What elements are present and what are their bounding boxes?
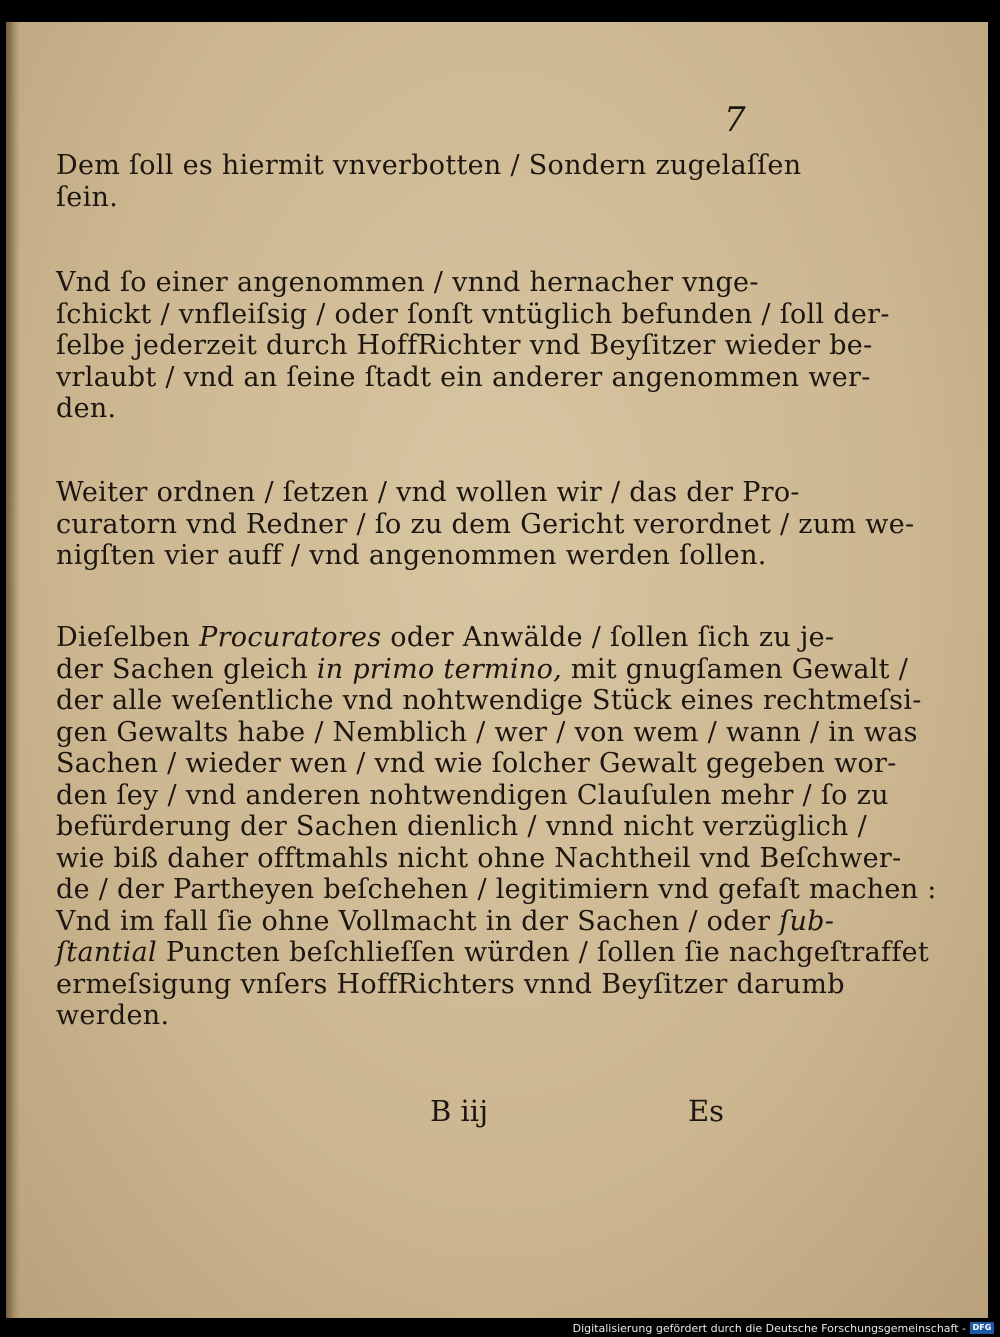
text-line: befürderung der Sachen dienlich / vnnd nicht verzüglich / xyxy=(56,811,867,842)
text-line: ſelbe jederzeit durch HoffRichter vnd Beyſitzer wieder be- xyxy=(56,330,873,361)
text-line: wie biß daher offtmahls nicht ohne Nachtheil vnd Beſchwer- xyxy=(56,842,902,874)
text-line: den. xyxy=(56,393,117,424)
text-line: ſein. xyxy=(56,181,119,213)
paragraph-4 xyxy=(56,622,937,1032)
text-line: curatorn vnd Redner / ſo zu dem Gericht verordnet / zum we- xyxy=(56,508,915,540)
page-number: 7 xyxy=(724,100,746,140)
text-line: werden. xyxy=(56,1000,170,1031)
page-edge xyxy=(6,22,20,1318)
text-line: Dem ſoll es hiermit vnverbotten / Sondern zugelaſſen xyxy=(56,150,802,181)
text-line: Sachen / wieder wen / vnd wie ſolcher Gewalt gegeben wor- xyxy=(56,748,897,779)
text-line: nigſten vier auff / vnd angenommen werden ſollen. xyxy=(56,540,767,571)
text-line: Dieſelben Procuratores oder Anwälde / ſollen ſich zu je- xyxy=(56,622,835,653)
dfg-logo: DFG xyxy=(970,1322,994,1334)
text-line: gen Gewalts habe / Nemblich / wer / von wem / wann / in was xyxy=(56,716,918,748)
text-line: Weiter ordnen / ſetzen / vnd wollen wir / das der Pro- xyxy=(56,477,800,508)
text-line: vrlaubt / vnd an ſeine ſtadt ein anderer angenommen wer- xyxy=(56,361,871,393)
text-line: der alle weſentliche vnd nohtwendige Stück eines rechtmeſsi- xyxy=(56,685,922,716)
text-line: den ſey / vnd anderen nohtwendigen Clauſulen mehr / ſo zu xyxy=(56,779,889,811)
paragraph-2 xyxy=(56,267,890,425)
text-line: der Sachen gleich in primo termino, mit gnugſamen Gewalt / xyxy=(56,653,909,685)
text-line: ſtantial Puncten beſchlieſſen würden / ſollen ſie nachgeſtraffet xyxy=(56,937,930,968)
text-line: ſchickt / vnfleiſsig / oder ſonſt vntüglich befunden / ſoll der- xyxy=(56,298,890,330)
text-line: Vnd ſo einer angenommen / vnnd hernacher vnge- xyxy=(56,267,759,298)
catchword: Es xyxy=(688,1094,725,1128)
signature-mark: B iij xyxy=(430,1094,489,1128)
paragraph-1 xyxy=(56,150,802,213)
digitization-credit: Digitalisierung gefördert durch die Deutsche Forschungsgemeinschaft - xyxy=(572,1322,966,1335)
text-line: de / der Partheyen beſchehen / legitimiern vnd gefaſt machen : xyxy=(56,874,937,905)
paragraph-3 xyxy=(56,477,915,572)
book-page xyxy=(6,22,988,1318)
text-line: ermeſsigung vnſers HoffRichters vnnd Beyſitzer darumb xyxy=(56,968,845,1000)
text-line: Vnd im fall ſie ohne Vollmacht in der Sachen / oder ſub- xyxy=(56,905,835,937)
